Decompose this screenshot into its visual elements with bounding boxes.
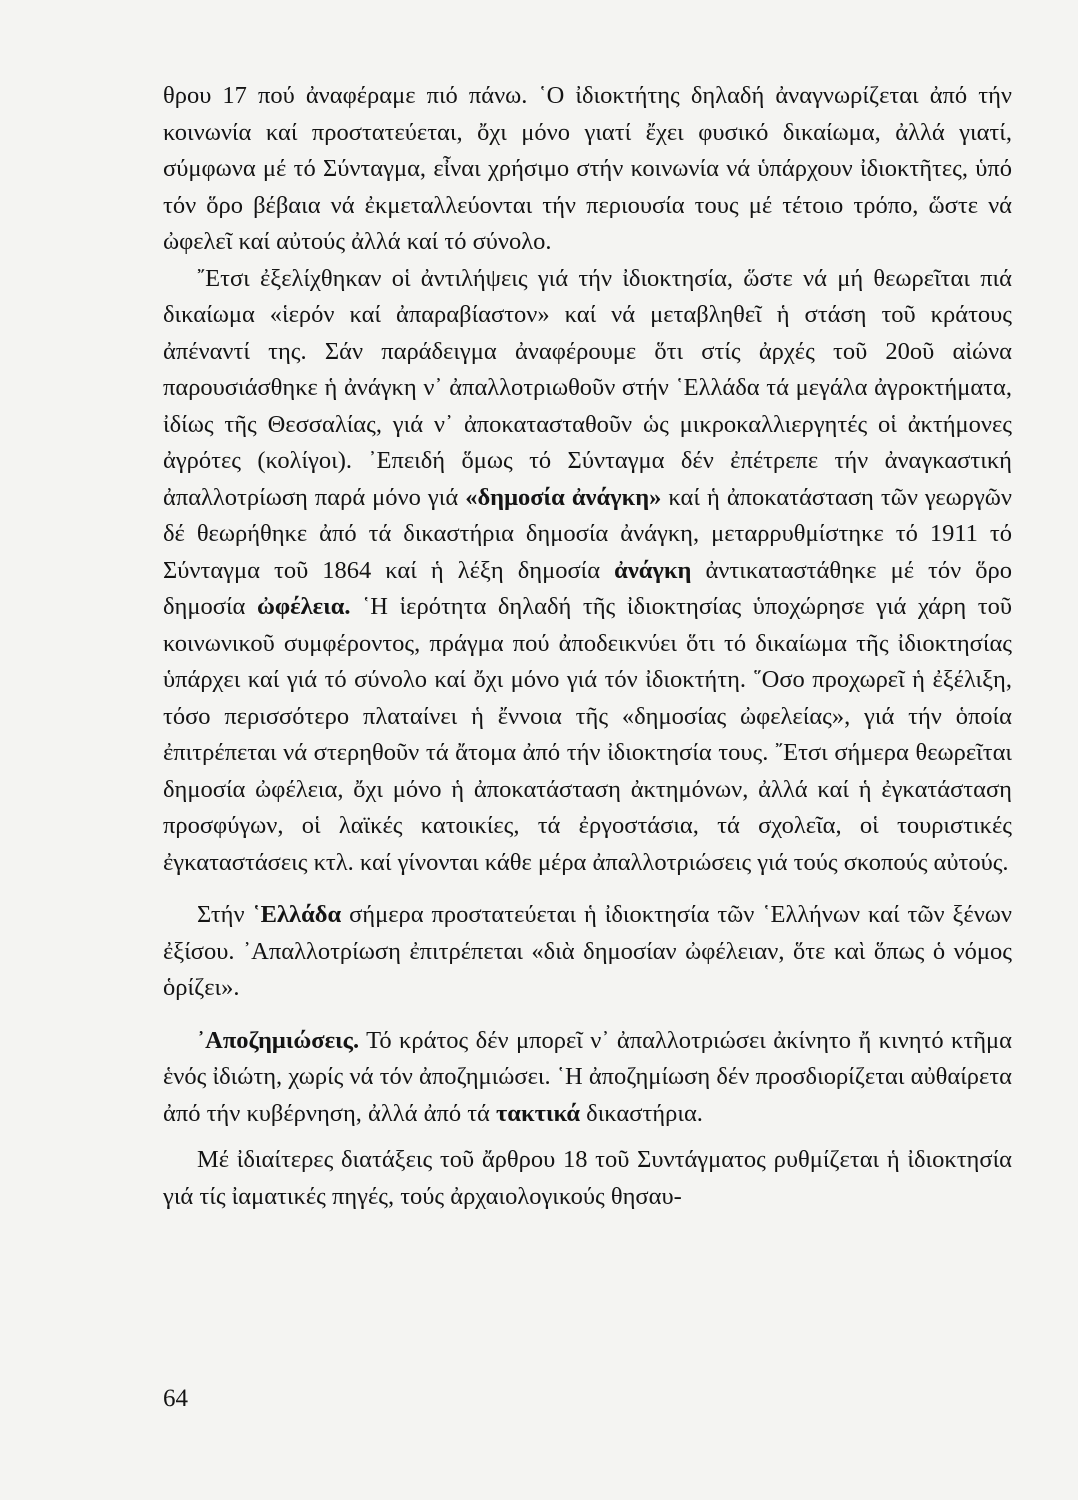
paragraph-4 [163, 1023, 1012, 1133]
paragraph-5 [163, 1142, 1012, 1215]
text-run: ῎Ετσι ἐξελίχθηκαν οἱ ἀντιλήψεις γιά τήν ἰδιοκτησία, ὥστε νά μή θεωρεῖται πιά δικαίωμα «ἱερόν καί ἀπαραβίαστον» καί νά μεταβληθεῖ ἡ στάση τοῦ κράτους ἀπέναντί της. Σάν παράδειγμα ἀναφέρουμε ὅτι στίς ἀρχές τοῦ 20οῦ αἰώνα παρουσιάσθηκε ἡ ἀνάγκη ν᾽ ἀπαλλοτριωθοῦν στήν ῾Ελλάδα τά μεγάλα ἀγροκτήματα, ἰδίως τῆς Θεσσαλίας, γιά ν᾽ ἀποκατασταθοῦν ὡς μικροκαλλιεργητές οἱ ἀκτήμονες ἀγρότες (κολίγοι). ᾽Επειδή ὅμως τό Σύνταγμα δέν ἐπέτρεπε τήν ἀναγκαστική ἀπαλλοτρίωση παρά μόνο γιά [163, 264, 1012, 511]
text-run: ἀντικαταστάθηκε μέ τόν ὅρο δημοσία [163, 556, 1012, 620]
text-run: Τό κράτος δέν μπορεῖ ν᾽ ἀπαλλοτριώσει ἀκίνητο ἤ κινητό κτῆμα ἑνός ἰδιώτη, χωρίς νά τόν ἀποζημιώσει. ῾Η ἀποζημίωση δέν προσδιορίζεται αὐθαίρετα ἀπό τήν κυβέρνηση, ἀλλά ἀπό τά [163, 1026, 1012, 1127]
paragraph-2 [163, 261, 1012, 882]
text-run: θρου 17 πού ἀναφέραμε πιό πάνω. ῾Ο ἰδιοκτήτης δηλαδή ἀναγνωρίζεται ἀπό τήν κοινωνία καί προστατεύεται, ὄχι μόνο γιατί ἔχει φυσικό δικαίωμα, ἀλλά γιατί, σύμφωνα μέ τό Σύνταγμα, εἶναι χρήσιμο στήν κοινωνία νά ὑπάρχουν ἰδιοκτῆτες, ὑπό τόν ὅρο βέβαια νά ἐκμεταλλεύονται τήν περιουσία τους μέ τέτοιο τρόπο, ὥστε νά ὠφελεῖ καί αὐτούς ἀλλά καί τό σύνολο. [163, 82, 1012, 255]
bold-term: ἀνάγκη [614, 556, 692, 584]
section-heading: ᾽Αποζημιώσεις. [197, 1026, 360, 1054]
text-run: Μέ ἰδιαίτερες διατάξεις τοῦ ἄρθρου 18 τοῦ Συντάγματος ρυθμίζεται ἡ ἰδιοκτησία γιά τίς ἰαματικές πηγές, τούς ἀρχαιολογικούς θησαυ- [163, 1146, 1012, 1210]
text-run: σήμερα προστατεύεται ἡ ἰδιοκτησία τῶν ῾Ελλήνων καί τῶν ξένων ἐξίσου. ᾽Απαλλοτρίωση ἐπιτρέπεται «διὰ δημοσίαν ὠφέλειαν, ὅτε καὶ ὅπως ὁ νόμος ὁρίζει». [163, 901, 1012, 1001]
paragraph-3 [163, 897, 1012, 1007]
text-run: Στήν [197, 901, 253, 928]
bold-term: ῾Ελλάδα [252, 901, 342, 928]
text-run: καί ἡ ἀποκατάσταση τῶν γεωργῶν δέ θεωρήθηκε ἀπό τά δικαστήρια δημοσία ἀνάγκη, μεταρρυθμίστηκε τό 1911 τό Σύνταγμα τοῦ 1864 καί ἡ λέξη δημοσία [163, 483, 1013, 584]
body-text [163, 78, 1012, 1215]
page-number: 64 [163, 1385, 188, 1412]
text-run: ῾Η ἱερότητα δηλαδή τῆς ἰδιοκτησίας ὑποχώρησε γιά χάρη τοῦ κοινωνικοῦ συμφέροντος, πράγμα πού ἀποδεικνύει ὅτι τό δικαίωμα τῆς ἰδιοκτησίας ὑπάρχει καί γιά τό σύνολο καί ὄχι μόνο γιά τόν ἰδιοκτήτη. ῞Οσο προχωρεῖ ἡ ἐξέλιξη, τόσο περισσότερο πλαταίνει ἡ ἔννοια τῆς «δημοσίας ὠφελείας», γιά τήν ὁποία ἐπιτρέπεται νά στερηθοῦν τά ἄτομα ἀπό τήν ἰδιοκτησία τους. ῎Ετσι σήμερα θεωρεῖται δημοσία ὠφέλεια, ὄχι μόνο ἡ ἀποκατάσταση ἀκτημόνων, ἀλλά καί ἡ ἐγκατάσταση προσφύγων, οἱ λαϊκές κατοικίες, τά ἐργοστάσια, τά σχολεῖα, οἱ τουριστικές ἐγκαταστάσεις κτλ. καί γίνονται κάθε μέρα ἀπαλλοτριώσεις γιά τούς σκοπούς αὐτούς. [163, 593, 1012, 876]
paragraph-1 [163, 78, 1012, 261]
bold-term: ὠφέλεια. [256, 593, 351, 620]
text-run: δικαστήρια. [580, 1099, 703, 1127]
bold-term: τακτικά [496, 1099, 581, 1127]
bold-term: «δημοσία ἀνάγκη» [465, 483, 662, 511]
